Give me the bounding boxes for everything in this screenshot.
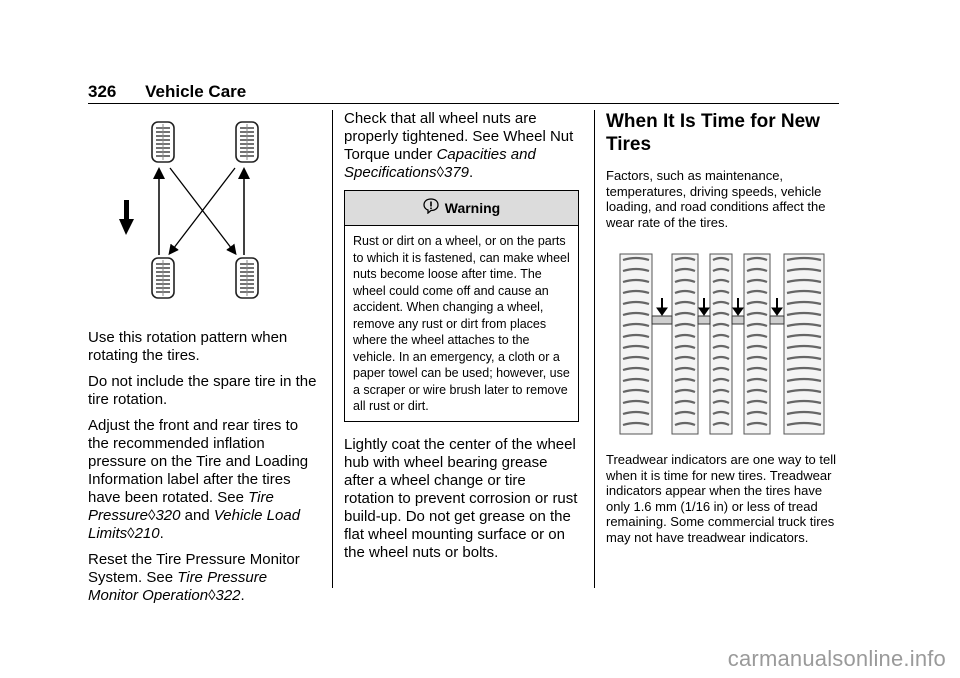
header-rule bbox=[88, 103, 839, 104]
tire-front-left bbox=[152, 122, 174, 162]
warning-header bbox=[345, 191, 578, 226]
treadwear-indicator-illustration bbox=[606, 250, 842, 438]
section-title: Vehicle Care bbox=[145, 82, 247, 101]
warning-icon bbox=[423, 198, 439, 219]
tire-rear-right bbox=[236, 258, 258, 298]
wheel-nuts-text: Check that all wheel nuts are properly tightened. See Wheel Nut Torque under Capacities and Specifications◊379. bbox=[344, 110, 574, 181]
spare-tire-text: Do not include the spare tire in the tire rotation. bbox=[88, 373, 317, 408]
capacities-specifications-link[interactable]: Capacities and Specifications bbox=[344, 146, 536, 181]
section-heading: When It Is Time for New Tires bbox=[606, 111, 820, 155]
column-1 bbox=[88, 110, 320, 613]
rotation-pattern-text: Use this rotation pattern when rotating the tires. bbox=[88, 329, 288, 364]
wear-factors-text: Factors, such as maintenance, temperatures, driving speeds, vehicle loading, and road conditions affect the wear rate of the tires. bbox=[606, 168, 826, 230]
tread-wear-bar-4 bbox=[770, 316, 784, 324]
adjust-pressure-text: Adjust the front and rear tires to the recommended inflation pressure on the Tire and Loading Information label after the tires have been rotated. See Tire Pressure◊320 and Vehicle Load Limits◊210. bbox=[88, 417, 309, 542]
warning-title: Warning bbox=[444, 200, 501, 216]
tpms-operation-link[interactable]: Tire Pressure Monitor Operation bbox=[88, 569, 268, 604]
column-2 bbox=[344, 110, 579, 570]
page-header bbox=[88, 82, 246, 102]
column-3 bbox=[606, 110, 842, 553]
tread-wear-bar-2 bbox=[698, 316, 710, 324]
warning-body: Rust or dirt on a wheel, or on the parts to which it is fastened, can make wheel nuts become loose after time. The wheel could come off and cause an accident. When changing a wheel, remove any rust or dirt from places where the wheel attaches to the vehicle. In an emergency, a cloth or a paper towel can be used; however, use a scraper or wire brush later to remove all rust or dirt. bbox=[353, 234, 570, 413]
tread-wear-bar-3 bbox=[732, 316, 744, 324]
warning-box bbox=[344, 190, 579, 422]
forward-direction-arrow bbox=[119, 200, 134, 235]
watermark-footer: carmanualsonline.info bbox=[727, 646, 946, 671]
reset-tpms-text: Reset the Tire Pressure Monitor System. See Tire Pressure Monitor Operation◊322. bbox=[88, 551, 300, 604]
wheel-hub-grease-text: Lightly coat the center of the wheel hub with wheel bearing grease after a wheel change or tire rotation to prevent corrosion or rust build-up. Do not get grease on the flat wheel mounting surface or on the wheel nuts or bolts. bbox=[344, 435, 578, 561]
tire-rear-left bbox=[152, 258, 174, 298]
tire-rotation-diagram bbox=[118, 120, 288, 315]
vehicle-load-limits-link[interactable]: Vehicle Load Limits bbox=[88, 507, 301, 542]
treadwear-indicators-text: Treadwear indicators are one way to tell when it is time for new tires. Treadwear indicators appear when the tires have only 1.6 mm (1/16 in) or less of tread remaining. Some commercial truck tires may not have treadwear indicators. bbox=[606, 452, 837, 545]
column-divider-1 bbox=[332, 110, 333, 588]
tread-wear-bar-1 bbox=[652, 316, 672, 324]
column-divider-2 bbox=[594, 110, 595, 588]
tire-pressure-link[interactable]: Tire Pressure bbox=[88, 489, 274, 524]
page-number: 326 bbox=[88, 82, 117, 101]
tire-front-right bbox=[236, 122, 258, 162]
